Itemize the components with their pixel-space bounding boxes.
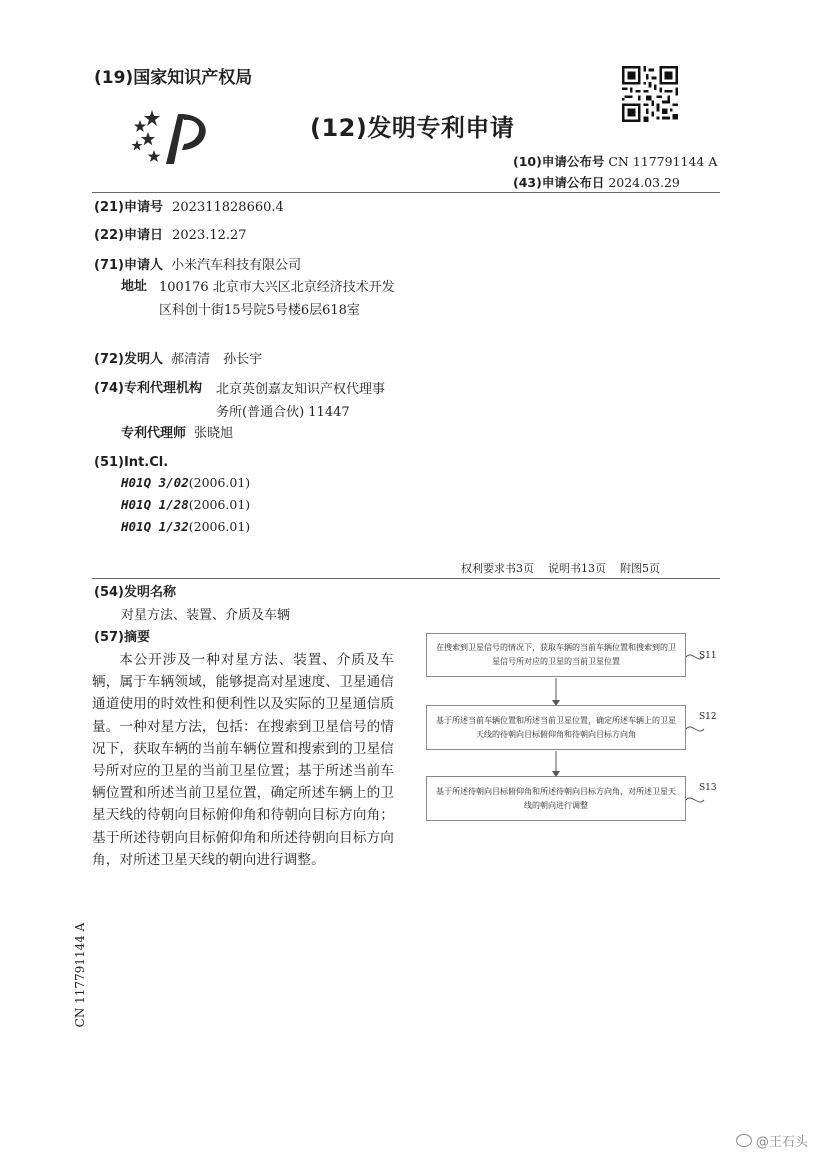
claims-pages: 权利要求书3页 <box>461 562 534 575</box>
publication-number-row <box>513 152 717 170</box>
flow-step-label: S13 <box>699 783 717 793</box>
ipc-code: H01Q 1/28 <box>121 497 189 512</box>
ipc-version: (2006.01) <box>188 475 251 490</box>
application-date-label: (22)申请日 <box>94 228 163 243</box>
application-number-label: (21)申请号 <box>94 200 163 215</box>
drawings-pages: 附图5页 <box>620 562 660 575</box>
inventors-label: (72)发明人 <box>94 352 163 367</box>
step-leader <box>686 727 704 731</box>
flow-step-box: 基于所述当前车辆位置和所述当前卫星位置，确定所述车辆上的卫星天线的待朝向目标俯仰角和待朝向目标方向角 <box>426 705 686 750</box>
agency-label: (74)专利代理机构 <box>94 381 202 396</box>
applicant-label: (71)申请人 <box>94 258 163 273</box>
agent-row <box>121 423 233 445</box>
logo-star <box>134 120 146 132</box>
flow-step-box: 在搜索到卫星信号的情况下，获取车辆的当前车辆位置和搜索到的卫星信号所对应的卫星的当前卫星位置 <box>426 633 686 677</box>
patent-agent: 张晓旭 <box>194 426 234 441</box>
flow-arrowhead <box>552 771 560 777</box>
applicant-address: 100176 北京市大兴区北京经济技术开发区科创十街15号院5号楼6层618室 <box>159 280 395 318</box>
logo-star <box>132 140 143 150</box>
ipc-code: H01Q 1/32 <box>121 519 189 534</box>
agent-label: 专利代理师 <box>121 426 187 441</box>
ipc-version: (2006.01) <box>188 497 251 512</box>
ipc-version: (2006.01) <box>188 519 251 534</box>
weibo-icon <box>736 1134 752 1147</box>
application-date-row <box>94 225 247 247</box>
logo-star <box>141 132 155 145</box>
int-cl-label: (51)Int.Cl. <box>94 455 169 470</box>
invention-title: 对星方法、装置、介质及车辆 <box>121 608 291 623</box>
publication-number-label: (10)申请公布号 <box>513 154 605 169</box>
section-divider <box>92 578 720 579</box>
ipc-class <box>121 519 250 534</box>
publication-date: 2024.03.29 <box>608 175 680 190</box>
abstract-text: 本公开涉及一种对星方法、装置、介质及车辆，属于车辆领域，能够提高对星速度、卫星通信通道使用的时效性和便利性以及实际的卫星通信质量。一种对星方法，包括：在搜索到卫星信号的情况下，获取车辆的当前车辆位置和搜索到的卫星信号所对应的卫星的当前卫星位置；基于所述当前车辆位置和所述当前卫星位置，确定所述车辆上的卫星天线的待朝向目标俯仰角和待朝向目标方向角；基于所述待朝向目标俯仰角和所述待朝向目标方向角，对所述卫星天线的朝向进行调整。 <box>92 652 394 868</box>
description-pages: 说明书13页 <box>548 562 606 575</box>
logo-star <box>148 150 161 162</box>
publication-date-row <box>513 173 680 191</box>
inventors-row <box>94 349 262 371</box>
ipc-class <box>121 475 250 490</box>
ipc-class <box>121 497 250 512</box>
cnipa-logo <box>128 106 210 168</box>
application-number: 202311828660.4 <box>172 200 284 215</box>
publication-date-label: (43)申请公布日 <box>513 175 605 190</box>
application-date: 2023.12.27 <box>172 228 247 243</box>
logo-star <box>144 110 160 126</box>
invention-title-label: (54)发明名称 <box>94 585 176 600</box>
application-number-row <box>94 197 284 219</box>
flow-step-label: S11 <box>699 651 717 661</box>
document-type: (12)发明专利申请 <box>310 114 515 142</box>
patent-agency: 北京英创嘉友知识产权代理事务所(普通合伙) 11447 <box>216 382 386 420</box>
watermark: @王石头 <box>736 1131 808 1150</box>
applicant-name: 小米汽车科技有限公司 <box>171 258 302 273</box>
inventors: 郝清清 孙长宇 <box>171 352 263 367</box>
flow-arrowhead <box>552 700 560 706</box>
publication-number: CN 117791144 A <box>608 154 718 169</box>
qr-code <box>622 66 678 122</box>
flowchart-connectors <box>420 630 740 830</box>
abstract-label: (57)摘要 <box>94 630 150 645</box>
header-divider <box>92 192 720 193</box>
logo-mark <box>180 114 206 150</box>
applicant-row <box>94 255 301 277</box>
flow-step-box: 基于所述待朝向目标俯仰角和所述待朝向目标方向角，对所述卫星天线的朝向进行调整 <box>426 776 686 821</box>
flow-step-label: S12 <box>699 712 717 722</box>
ipc-code: H01Q 3/02 <box>121 475 189 490</box>
patent-office: (19)国家知识产权局 <box>94 68 253 88</box>
logo-mark <box>166 114 184 164</box>
page-counts <box>461 560 660 576</box>
address-label: 地址 <box>121 279 148 294</box>
side-publication-number: CN 117791144 A <box>73 922 87 1028</box>
step-leader <box>686 798 704 802</box>
